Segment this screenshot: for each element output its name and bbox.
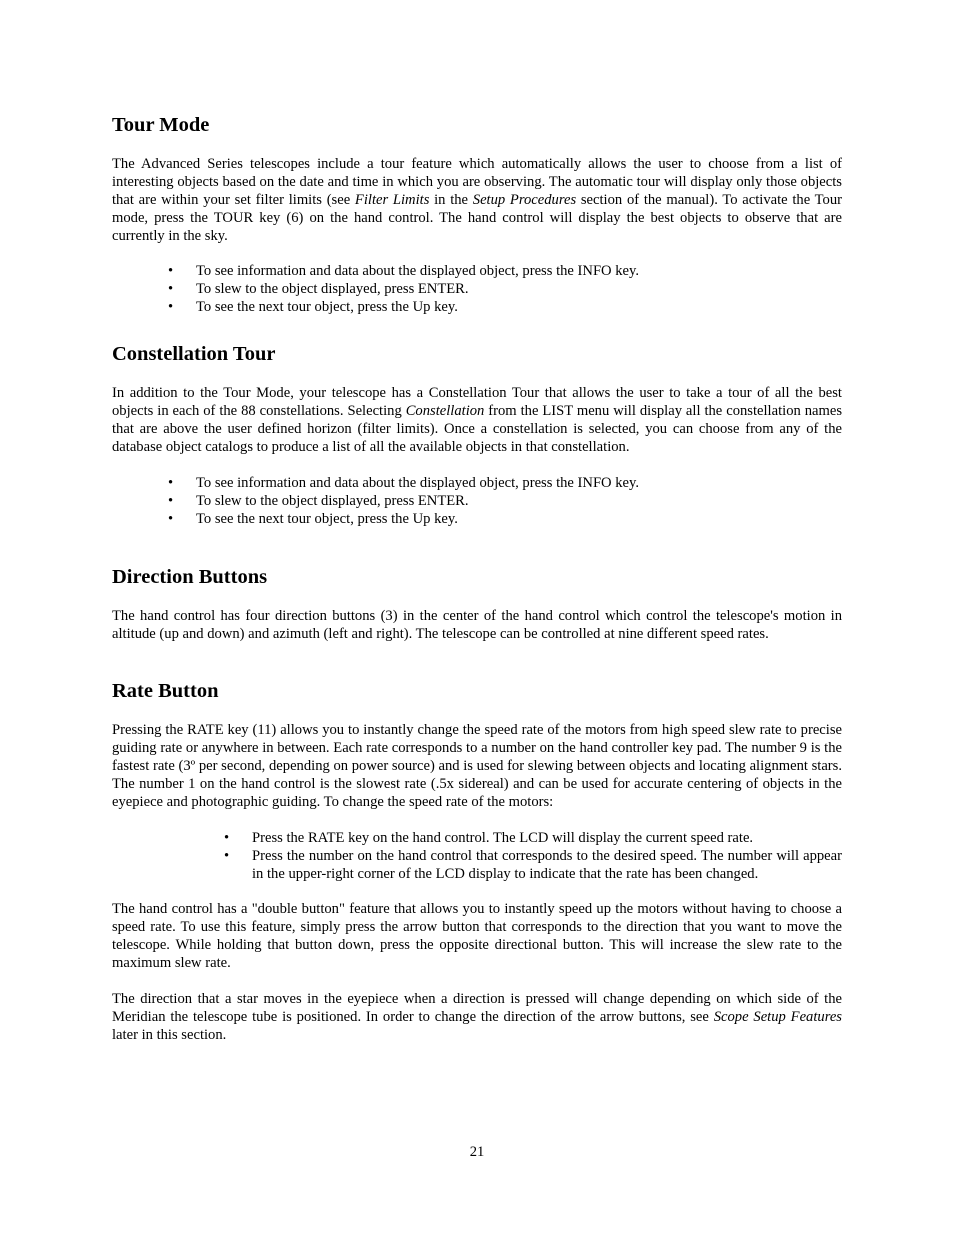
list-item: • To see information and data about the displayed object, press the INFO key. bbox=[168, 263, 640, 279]
list-item: • To see information and data about the displayed object, press the INFO key. bbox=[168, 475, 640, 491]
double-button-paragraph: The hand control has a "double button" feature that allows you to instantly speed up the motors without having to choose a speed rate. To use this feature, simply press the arrow button that corresponds to the direction that you want to move the telescope. While holding that button down, press the opposite directional button. This will increase the slew rate to the maximum slew rate. bbox=[112, 901, 842, 971]
list-item: • To see the next tour object, press the Up key. bbox=[168, 299, 458, 315]
direction-buttons-paragraph: The hand control has four direction buttons (3) in the center of the hand control which control the telescope's motion in altitude (up and down) and azimuth (left and right). The telescope can be controlled at nine different speed rates. bbox=[112, 608, 842, 642]
heading-direction-buttons: Direction Buttons bbox=[112, 566, 268, 588]
list-item: • To slew to the object displayed, press ENTER. bbox=[168, 493, 469, 509]
meridian-paragraph: The direction that a star moves in the eyepiece when a direction is pressed will change depending on which side of the Meridian the telescope tube is positioned. In order to change the direction of the arrow buttons, see Scope Setup Features later in this section. bbox=[112, 991, 842, 1043]
list-item: • Press the number on the hand control that corresponds to the desired speed. The number will appear in the upper-right corner of the LCD display to indicate that the rate has been changed. bbox=[224, 848, 842, 882]
constellation-tour-bullets bbox=[168, 474, 639, 528]
list-item: • To see the next tour object, press the Up key. bbox=[168, 511, 458, 527]
tour-mode-paragraph: The Advanced Series telescopes include a tour feature which automatically allows the user to choose from a list of interesting objects based on the date and time in which you are observing. The automatic tour will display only those objects that are within your set filter limits (see Filter Limits in the Setup Procedures section of the manual). To activate the Tour mode, press the TOUR key (6) on the hand control. The hand control will display the best objects to observe that are currently in the sky. bbox=[112, 156, 842, 244]
rate-button-bullets bbox=[224, 829, 842, 883]
list-item: • To slew to the object displayed, press ENTER. bbox=[168, 281, 469, 297]
heading-tour-mode: Tour Mode bbox=[112, 114, 210, 136]
tour-mode-bullets bbox=[168, 262, 639, 316]
page-number: 21 bbox=[469, 1144, 485, 1160]
rate-button-paragraph: Pressing the RATE key (11) allows you to instantly change the speed rate of the motors from high speed slew rate to precise guiding rate or anywhere in between. Each rate corresponds to a number on the hand controller key pad. The number 9 is the fastest rate (3º per second, depending on power source) and is used for slewing between objects and locating alignment stars. The number 1 on the hand control is the slowest rate (.5x sidereal) and can be used for accurate centering of objects in the eyepiece and photographic guiding. To change the speed rate of the motors: bbox=[112, 722, 842, 810]
heading-rate-button: Rate Button bbox=[112, 680, 219, 702]
constellation-tour-paragraph: In addition to the Tour Mode, your telescope has a Constellation Tour that allows the user to take a tour of all the best objects in each of the 88 constellations. Selecting Constellation from the LIST menu will display all the constellation names that are above the user defined horizon (filter limits). Once a constellation is selected, you can choose from any of the database object catalogs to produce a list of all the available objects in that constellation. bbox=[112, 385, 843, 455]
list-item: • Press the RATE key on the hand control. The LCD will display the current speed rate. bbox=[224, 830, 754, 846]
heading-constellation-tour: Constellation Tour bbox=[112, 343, 276, 365]
